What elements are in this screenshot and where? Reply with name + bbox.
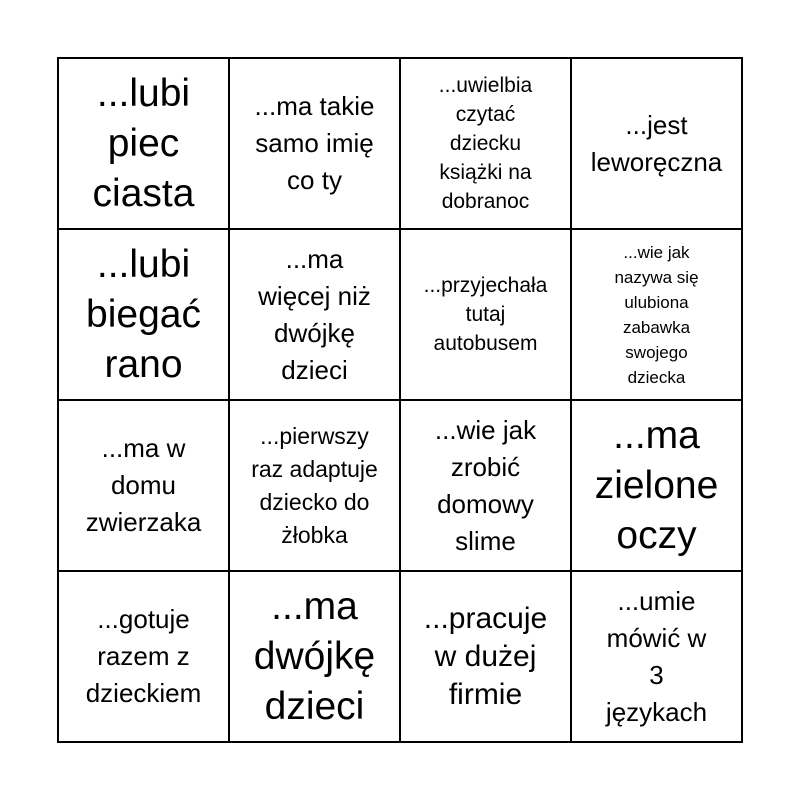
bingo-cell-14[interactable]: ...ma dwójkę dzieci	[229, 571, 400, 742]
bingo-board	[57, 57, 743, 743]
bingo-cell-7[interactable]: ...przyjechała tutaj autobusem	[400, 229, 571, 400]
bingo-cell-13[interactable]: ...gotuje razem z dzieckiem	[58, 571, 229, 742]
bingo-cell-5[interactable]: ...lubi biegać rano	[58, 229, 229, 400]
bingo-cell-9[interactable]: ...ma w domu zwierzaka	[58, 400, 229, 571]
bingo-cell-12[interactable]: ...ma zielone oczy	[571, 400, 742, 571]
bingo-cell-6[interactable]: ...ma więcej niż dwójkę dzieci	[229, 229, 400, 400]
bingo-cell-4[interactable]: ...jest leworęczna	[571, 58, 742, 229]
bingo-cell-15[interactable]: ...pracuje w dużej firmie	[400, 571, 571, 742]
bingo-cell-2[interactable]: ...ma takie samo imię co ty	[229, 58, 400, 229]
bingo-cell-16[interactable]: ...umie mówić w 3 językach	[571, 571, 742, 742]
bingo-cell-1[interactable]: ...lubi piec ciasta	[58, 58, 229, 229]
bingo-cell-8[interactable]: ...wie jak nazywa się ulubiona zabawka swojego dziecka	[571, 229, 742, 400]
bingo-cell-11[interactable]: ...wie jak zrobić domowy slime	[400, 400, 571, 571]
bingo-cell-10[interactable]: ...pierwszy raz adaptuje dziecko do żłobka	[229, 400, 400, 571]
bingo-cell-3[interactable]: ...uwielbia czytać dziecku książki na dobranoc	[400, 58, 571, 229]
